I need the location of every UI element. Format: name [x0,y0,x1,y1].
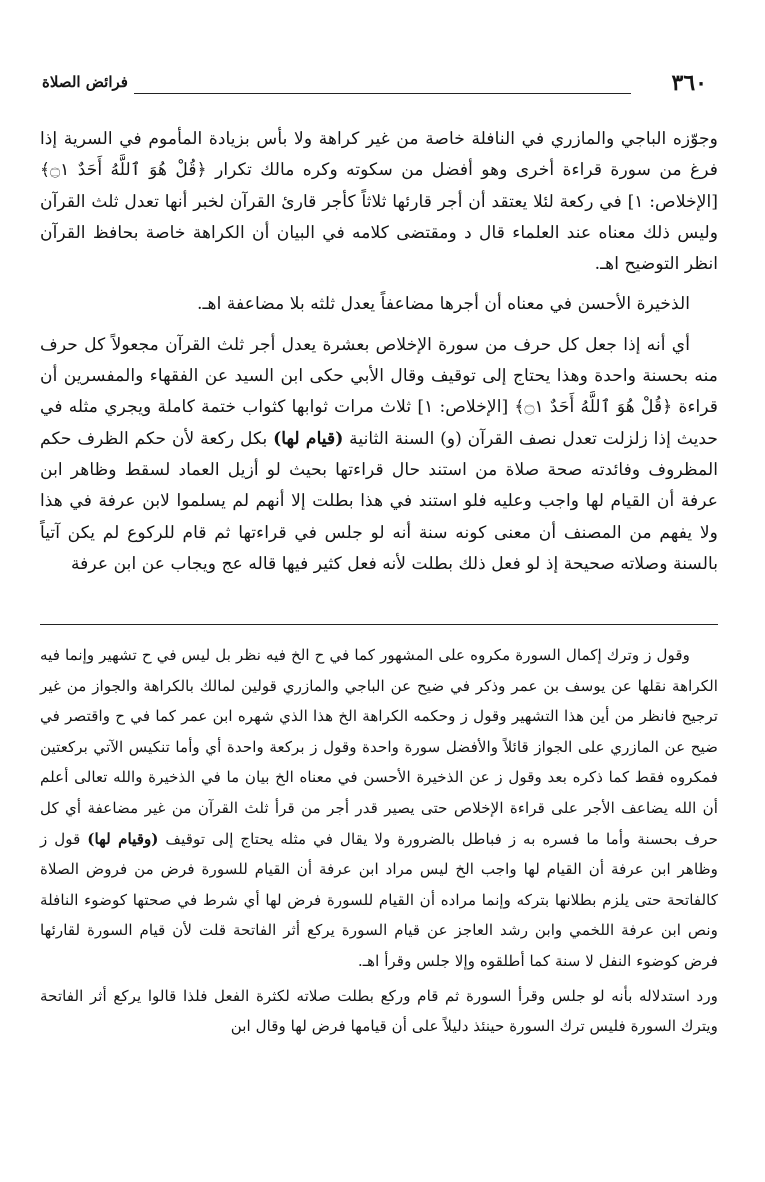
footnote-text: قول ز وظاهر ابن عرفة أن القيام لها واجب الخ ليس مراد ابن عرفة أن القيام للسورة فرض من فروض الصلاة كالفاتحة حتى يلزم بطلانها بتركه وإنما مراده أن القيام للسورة فرض لها أي شرط في صحتها كوضوء النافلة ونص ابن عرفة اللخمي وابن رشد العاجز عن قيام السورة يركع أثر الفاتحة قلت لأن قيام السورة لقارئها فرض كوضوء النفل لا سنة كما أطلقوه وإلا جلس وقرأ اهـ. [40,829,718,970]
body-text: أي أنه إذا جعل كل حرف من سورة الإخلاص بعشرة يعدل أجر ثلث القرآن مجعولاً كل حرف منه بحسنة واحدة وهذا يحتاج إلى توقيف وقال الأبي حكى ابن السيد عن الفقهاء والمفسرين أن قراءة ﴿قُلْ هُوَ ٱللَّهُ أَحَدٌ ۝١﴾ [الإخلاص: ١] ثلاث مرات ثوابها كثواب ختمة كاملة ويجري مثله في حديث إذا زلزلت تعدل نصف القرآن (و) السنة الثانية [40,334,719,449]
running-title: فرائض الصلاة [42,73,128,91]
bold-term: (قيام لها) [273,428,344,449]
footnote-paragraph: ورد استدلاله بأنه لو جلس وقرأ السورة ثم قام وركع بطلت صلاته لكثرة الفعل فلذا قالوا يركع أثر الفاتحة ويترك السورة فليس ترك السورة حينئذ دليلاً على أن قيامها فرض لها وقال ابن [40,986,718,1036]
footnote-rule [40,624,718,625]
bold-term: (وقيام لها) [87,829,159,848]
body-paragraph: وجوّزه الباجي والمازري في النافلة خاصة من غير كراهة ولا بأس بزيادة المأموم في السرية إذا فرغ من سورة قراءة أخرى وهو أفضل من سكوته وكره مالك تكرار ﴿قُلْ هُوَ ٱللَّهُ أَحَدٌ ۝١﴾ [الإخلاص: ١] في ركعة لئلا يعتقد أن أجر قارئها ثلاثاً كأجر قارئ القرآن لخبر أنها تعدل ثلث القرآن وليس ذلك معناه عند العلماء قال د ومقتضى كلامه في البيان أن الكراهة خاصة بحافظ القرآن انظر التوضيح اهـ. [40,129,719,275]
header-rule [134,93,631,94]
footnote-paragraph [40,640,718,977]
page-number: ٣٦٠ [671,70,707,96]
page-header [42,70,707,104]
footnotes [40,640,718,1042]
main-text [40,124,718,580]
body-paragraph [40,330,718,580]
footnote-text: وقول ز وترك إكمال السورة مكروه على المشهور كما في ح الخ فيه نظر بل ليس في ح تشهير وإنما فيه الكراهة نقلها عن يوسف بن عمر وذكر في ضيح عن الباجي والمازري قولين لمالك بالكراهة والجواز من غير ترجيح فانظر من أين هذا التشهير وقول ز وحكمه الكراهة الخ هذا الذي شهره ابن عمر كما في ح واقتصر في ضيح عن المازري على الجواز قائلاً والأفضل سورة واحدة وقول ز بركعة واحدة أي وأما تنكيس الآتي بركعتين فمكروه فقط كما ذكره بعد وقول ز عن الذخيرة الأحسن في معناه الخ بيان ما في الذخيرة والله تعالى أعلم أن الله يضاعف الأجر على قراءة الإخلاص حتى يصير قدر أجر من قرأ ثلث القرآن من غير مضاعفة أي كل حرف بحسنة وأما ما فسره به ز فباطل بالضرورة ولا يقال في مثله يحتاج إلى توقيف [40,646,718,848]
body-text: بكل ركعة لأن حكم الظرف حكم المظروف وفائدته صحة صلاة من استند حال قراءتها بحيث لو أزيل العماد لسقط وظاهر ابن عرفة أن القيام لها واجب وعليه فلو استند في هذا بطلت إلا أنهم لم يسلموا لابن عرفة في هذا ولا يفهم من المصنف أن معنى كونه سنة أنه لو جلس في قراءتها ثم قام للركوع لم يكن آتياً بالسنة وصلاته صحيحة إذ لو فعل ذلك بطلت لأنه فعل كثير فيها قاله عج ويجاب عن ابن عرفة [40,428,718,574]
body-paragraph: الذخيرة الأحسن في معناه أن أجرها مضاعفاً يعدل ثلثه بلا مضاعفة اهـ. [197,294,690,315]
